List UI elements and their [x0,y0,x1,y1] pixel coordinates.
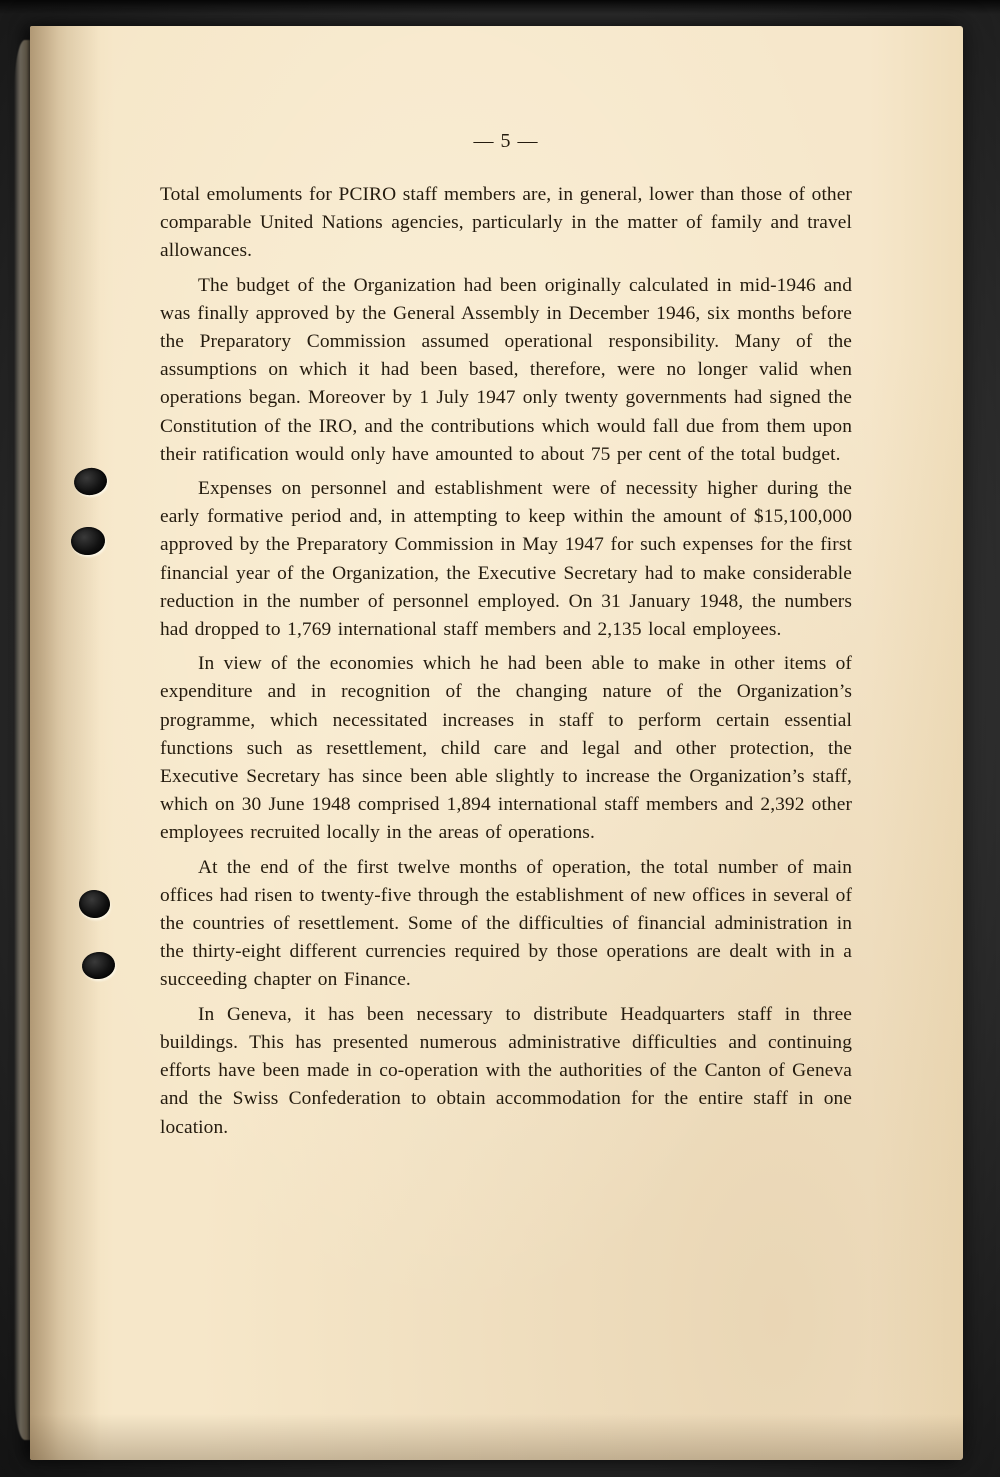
text-block [160,130,852,1148]
binding-shadow [30,26,100,1460]
paragraph: Expenses on personnel and establishment were of necessity higher during the early formative period and, in attempting to keep within the amount of $15,100,000 approved by the Preparatory Commission in May 1947 for such expenses for the first financial year of the Organization, the Executive Secretary had to make considerable reduction in the number of personnel employed. On 31 January 1948, the numbers had dropped to 1,769 international staff members and 2,135 local employees. [160,478,852,641]
document-page [30,26,963,1460]
punch-hole [78,888,112,919]
punch-hole [81,950,117,980]
punch-hole [72,466,108,497]
paragraph: The budget of the Organization had been originally calculated in mid-1946 and was finally approved by the General Assembly in December 1946, six months before the Preparatory Commission assumed operational responsibility. Many of the assumptions on which it had been based, therefore, were no longer valid when operations began. Moreover by 1 July 1947 only twenty governments had signed the Constitution of the IRO, and the contributions which would fall due from them upon their ratification would only have amounted to about 75 per cent of the total budget. [160,274,852,465]
paragraph: Total emoluments for PCIRO staff members are, in general, lower than those of other comparable United Nations agencies, particularly in the matter of family and travel allowances. [160,184,852,262]
paragraph: In view of the economies which he had been able to make in other items of expenditure and in recognition of the changing nature of the Organization’s programme, which necessitated increases in staff to perform certain essential functions such as resettlement, child care and legal and other protection, the Executive Secretary has since been able slightly to increase the Organization’s staff, which on 30 June 1948 comprised 1,894 international staff members and 2,392 other employees recruited locally in the areas of operations. [160,653,852,844]
page-number: — 5 — [473,130,539,152]
paragraph: In Geneva, it has been necessary to distribute Headquarters staff in three buildings. This has presented numerous administrative difficulties and continuing efforts have been made in co-operation with the authorities of the Canton of Geneva and the Swiss Confederation to obtain accommodation for the entire staff in one location. [160,1003,852,1138]
page-bottom-shadow [30,1414,963,1460]
punch-hole [70,526,106,556]
paragraph: At the end of the first twelve months of operation, the total number of main offices had risen to twenty-five through the establishment of new offices in several of the countries of resettlement. Some of the difficulties of financial administration in the thirty-eight different currencies required by those operations are dealt with in a succeeding chapter on Finance. [160,856,852,991]
